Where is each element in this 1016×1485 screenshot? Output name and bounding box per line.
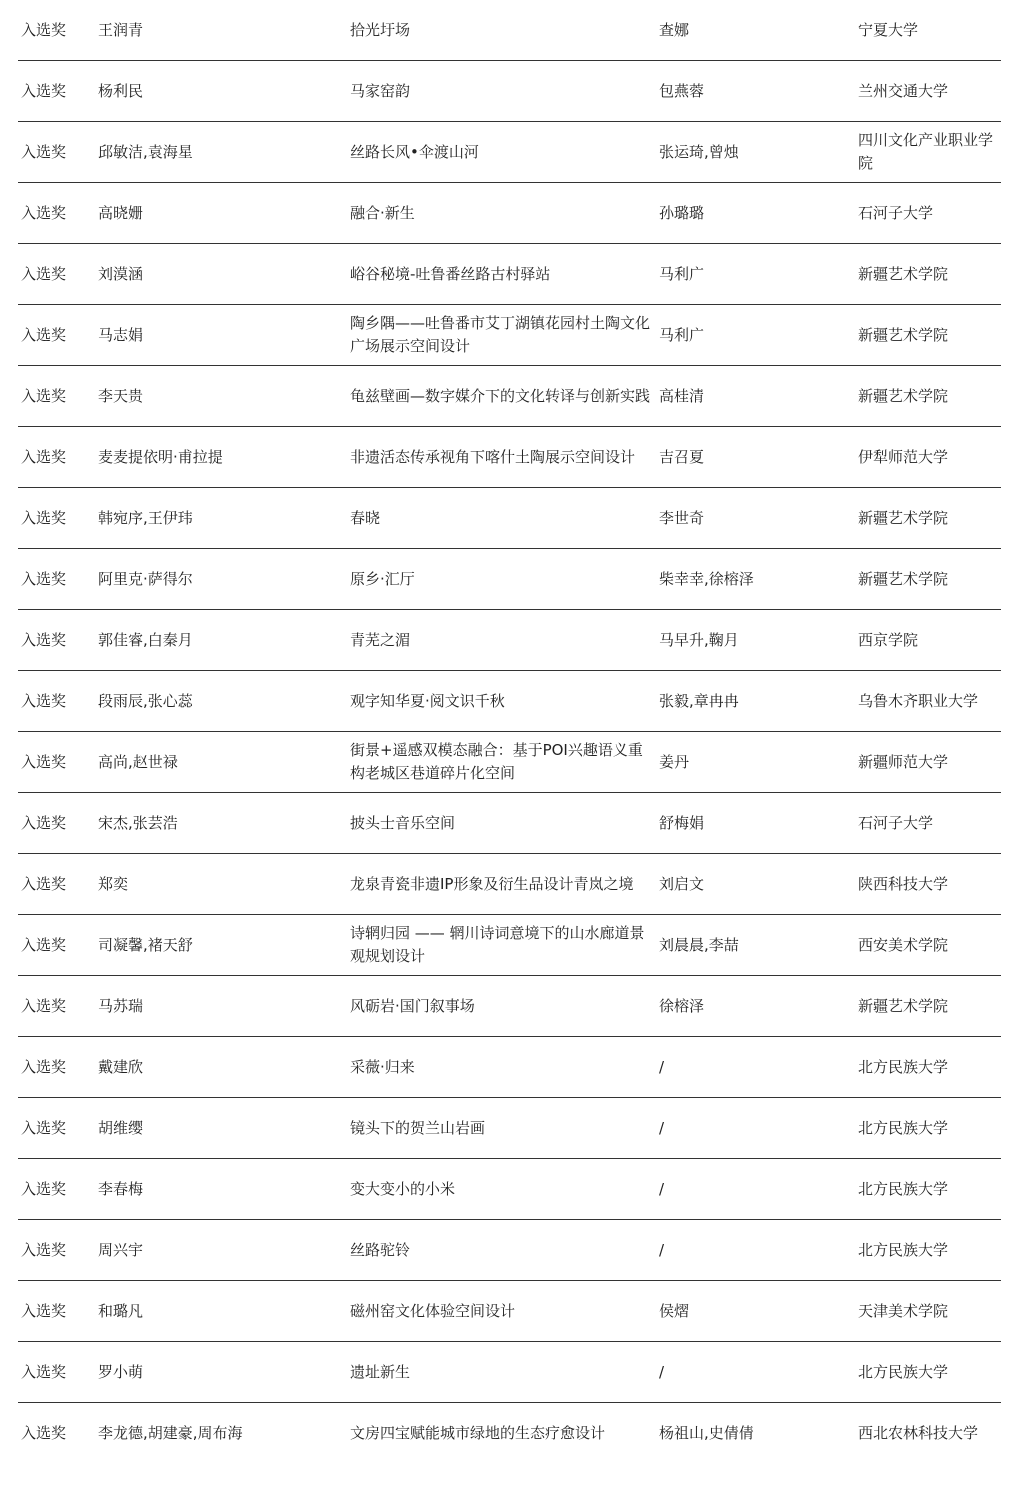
award-cell: 入选奖: [21, 630, 67, 649]
table-row: [18, 0, 1001, 61]
advisor-cell: 柴幸幸,徐榕泽: [659, 569, 754, 588]
author-cell: 胡维缨: [98, 1118, 144, 1137]
author-cell: 李天贵: [98, 386, 144, 405]
work-title-cell: 遗址新生: [350, 1362, 411, 1381]
advisor-cell: 包燕蓉: [659, 81, 705, 100]
table-row: [18, 1403, 1001, 1463]
advisor-cell: 孙璐璐: [659, 203, 705, 222]
author-cell: 韩宛序,王伊玮: [98, 508, 193, 527]
author-cell: 杨利民: [98, 81, 144, 100]
work-title-cell: 龟兹壁画—数字媒介下的文化转译与创新实践: [350, 386, 651, 405]
work-title-cell: 丝路驼铃: [350, 1240, 411, 1259]
advisor-cell: 马早升,鞠月: [659, 630, 739, 649]
school-cell: 陕西科技大学: [858, 874, 949, 893]
work-title-cell: 观字知华夏·阅文识千秋: [350, 691, 505, 710]
award-cell: 入选奖: [21, 1118, 67, 1137]
school-cell: 北方民族大学: [858, 1362, 949, 1381]
award-cell: 入选奖: [21, 1362, 67, 1381]
advisor-cell: 吉召夏: [659, 447, 705, 466]
advisor-cell: 马利广: [659, 264, 705, 283]
table-row: [18, 1037, 1001, 1098]
award-cell: 入选奖: [21, 1423, 67, 1442]
school-cell: 兰州交通大学: [858, 81, 949, 100]
school-cell: 新疆艺术学院: [858, 569, 949, 588]
author-cell: 宋杰,张芸浩: [98, 813, 178, 832]
school-cell: 宁夏大学: [858, 20, 919, 39]
school-cell: 新疆艺术学院: [858, 264, 949, 283]
author-cell: 罗小萌: [98, 1362, 144, 1381]
advisor-cell: 舒梅娟: [659, 813, 705, 832]
table-row: [18, 1159, 1001, 1220]
work-title-cell: 镜头下的贺兰山岩画: [350, 1118, 486, 1137]
advisor-cell: 徐榕泽: [659, 996, 705, 1015]
table-row: [18, 854, 1001, 915]
work-title-cell: 陶乡隅——吐鲁番市艾丁湖镇花园村土陶文化广场展示空间设计: [350, 314, 651, 355]
award-cell: 入选奖: [21, 874, 67, 893]
work-title-cell: 峪谷秘境-吐鲁番丝路古村驿站: [350, 264, 551, 283]
award-cell: 入选奖: [21, 325, 67, 344]
table-row: [18, 305, 1001, 366]
table-row: [18, 732, 1001, 793]
advisor-cell: 马利广: [659, 325, 705, 344]
school-cell: 乌鲁木齐职业大学: [858, 691, 979, 710]
advisor-cell: 张毅,章冉冉: [659, 691, 739, 710]
advisor-cell: 李世奇: [659, 508, 705, 527]
author-cell: 邱敏洁,袁海星: [98, 142, 193, 161]
award-cell: 入选奖: [21, 996, 67, 1015]
advisor-cell: /: [659, 1362, 665, 1381]
school-cell: 北方民族大学: [858, 1057, 949, 1076]
work-title-cell: 龙泉青瓷非遗IP形象及衍生品设计青岚之境: [350, 874, 634, 893]
award-cell: 入选奖: [21, 1057, 67, 1076]
table-row: [18, 1098, 1001, 1159]
advisor-cell: 高桂清: [659, 386, 705, 405]
work-title-cell: 春晓: [350, 508, 381, 527]
table-row: [18, 1281, 1001, 1342]
work-title-cell: 拾光圩场: [350, 20, 411, 39]
advisor-cell: /: [659, 1179, 665, 1198]
work-title-cell: 街景+遥感双模态融合：基于POI兴趣语义重构老城区巷道碎片化空间: [350, 741, 643, 782]
work-title-cell: 风砺岩·国门叙事场: [350, 996, 475, 1015]
award-cell: 入选奖: [21, 508, 67, 527]
school-cell: 北方民族大学: [858, 1179, 949, 1198]
advisor-cell: 刘启文: [659, 874, 705, 893]
award-cell: 入选奖: [21, 447, 67, 466]
table-row: [18, 976, 1001, 1037]
school-cell: 西北农林科技大学: [858, 1423, 979, 1442]
table-row: [18, 549, 1001, 610]
school-cell: 伊犁师范大学: [858, 447, 949, 466]
author-cell: 马志娟: [98, 325, 144, 344]
awards-table: [18, 0, 1001, 1463]
award-cell: 入选奖: [21, 813, 67, 832]
work-title-cell: 采薇·归来: [350, 1057, 415, 1076]
advisor-cell: 侯熠: [659, 1301, 690, 1320]
advisor-cell: /: [659, 1118, 665, 1137]
author-cell: 司凝馨,褚天舒: [98, 935, 193, 954]
school-cell: 西安美术学院: [858, 935, 949, 954]
author-cell: 高晓姗: [98, 203, 144, 222]
advisor-cell: 张运琦,曾烛: [659, 142, 739, 161]
table-row: [18, 366, 1001, 427]
work-title-cell: 青芜之湄: [350, 630, 411, 649]
table-row: [18, 915, 1001, 976]
school-cell: 新疆艺术学院: [858, 325, 949, 344]
school-cell: 北方民族大学: [858, 1118, 949, 1137]
work-title-cell: 融合·新生: [350, 203, 415, 222]
work-title-cell: 变大变小的小米: [350, 1179, 456, 1198]
award-cell: 入选奖: [21, 264, 67, 283]
school-cell: 北方民族大学: [858, 1240, 949, 1259]
work-title-cell: 文房四宝赋能城市绿地的生态疗愈设计: [350, 1423, 606, 1442]
advisor-cell: 刘晨晨,李喆: [659, 935, 739, 954]
table-row: [18, 793, 1001, 854]
school-cell: 新疆艺术学院: [858, 386, 949, 405]
table-row: [18, 61, 1001, 122]
award-cell: 入选奖: [21, 1301, 67, 1320]
award-cell: 入选奖: [21, 569, 67, 588]
advisor-cell: /: [659, 1057, 665, 1076]
author-cell: 段雨辰,张心蕊: [98, 691, 193, 710]
advisor-cell: 杨祖山,史倩倩: [659, 1423, 754, 1442]
work-title-cell: 马家窑韵: [350, 81, 411, 100]
author-cell: 郭佳睿,白秦月: [98, 630, 193, 649]
author-cell: 戴建欣: [98, 1057, 144, 1076]
award-cell: 入选奖: [21, 386, 67, 405]
author-cell: 李春梅: [98, 1179, 144, 1198]
author-cell: 马苏瑞: [98, 996, 144, 1015]
work-title-cell: 非遗活态传承视角下喀什土陶展示空间设计: [350, 447, 636, 466]
school-cell: 西京学院: [858, 630, 919, 649]
author-cell: 麦麦提依明·甫拉提: [98, 447, 223, 466]
advisor-cell: 查娜: [659, 20, 690, 39]
author-cell: 和璐凡: [98, 1301, 144, 1320]
award-cell: 入选奖: [21, 1179, 67, 1198]
school-cell: 四川文化产业职业学院: [858, 131, 994, 172]
table-row: [18, 488, 1001, 549]
table-row: [18, 244, 1001, 305]
advisor-cell: /: [659, 1240, 665, 1259]
advisor-cell: 姜丹: [659, 752, 690, 771]
work-title-cell: 诗辋归园 —— 辋川诗词意境下的山水廊道景观规划设计: [350, 924, 645, 965]
award-cell: 入选奖: [21, 752, 67, 771]
work-title-cell: 丝路长风•伞渡山河: [350, 142, 479, 161]
table-row: [18, 122, 1001, 183]
school-cell: 石河子大学: [858, 813, 934, 832]
author-cell: 周兴宇: [98, 1240, 144, 1259]
school-cell: 新疆师范大学: [858, 752, 949, 771]
school-cell: 天津美术学院: [858, 1301, 949, 1320]
school-cell: 新疆艺术学院: [858, 996, 949, 1015]
work-title-cell: 披头士音乐空间: [350, 813, 456, 832]
work-title-cell: 原乡·汇厅: [350, 569, 415, 588]
author-cell: 高尚,赵世禄: [98, 752, 178, 771]
award-cell: 入选奖: [21, 1240, 67, 1259]
table-row: [18, 671, 1001, 732]
award-cell: 入选奖: [21, 691, 67, 710]
table-row: [18, 183, 1001, 244]
author-cell: 阿里克·萨得尔: [98, 569, 193, 588]
award-cell: 入选奖: [21, 81, 67, 100]
award-cell: 入选奖: [21, 203, 67, 222]
award-cell: 入选奖: [21, 20, 67, 39]
table-row: [18, 1220, 1001, 1281]
school-cell: 石河子大学: [858, 203, 934, 222]
author-cell: 刘漠涵: [98, 264, 144, 283]
table-row: [18, 1342, 1001, 1403]
table-row: [18, 610, 1001, 671]
author-cell: 李龙德,胡建豪,周布海: [98, 1423, 243, 1442]
table-row: [18, 427, 1001, 488]
author-cell: 王润青: [98, 20, 144, 39]
work-title-cell: 磁州窑文化体验空间设计: [350, 1301, 516, 1320]
award-cell: 入选奖: [21, 142, 67, 161]
school-cell: 新疆艺术学院: [858, 508, 949, 527]
award-cell: 入选奖: [21, 935, 67, 954]
author-cell: 郑奕: [98, 874, 129, 893]
